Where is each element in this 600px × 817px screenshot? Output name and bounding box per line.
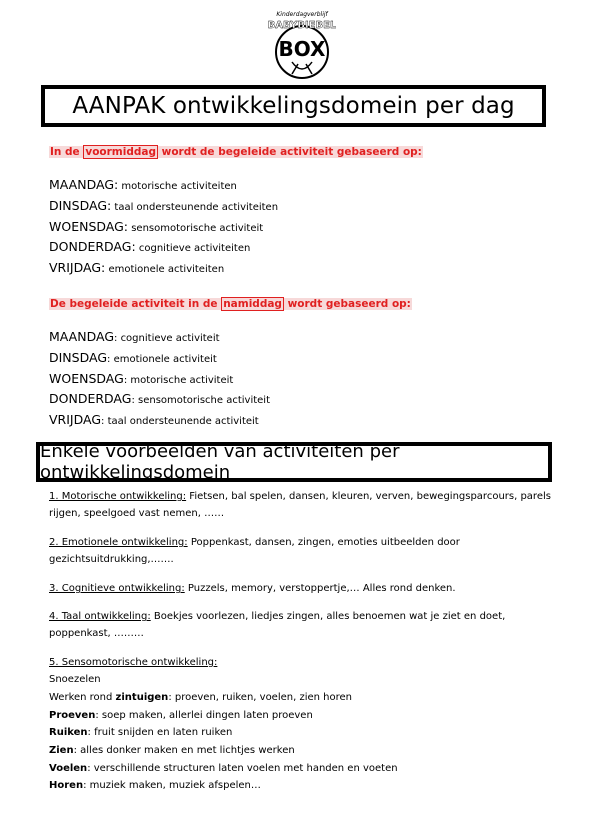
senso-label: 5. Sensomotorische ontwikkeling: xyxy=(49,657,218,668)
logo-word: BOX xyxy=(278,37,326,61)
morning-note: In de voormiddag wordt de begeleide activiteit gebaseerd op: xyxy=(50,146,422,158)
senso-item: Zien: alles donker maken en met lichtjes werken xyxy=(49,745,295,756)
afternoon-note: De begeleide activiteit in de namiddag wordt gebaseerd op: xyxy=(50,298,411,310)
page-title: AANPAK ontwikkelingsdomein per dag xyxy=(72,93,515,119)
logo-brand: BABYBIEBEL xyxy=(268,20,336,31)
morning-row: DONDERDAG: cognitieve activiteiten xyxy=(49,239,251,254)
afternoon-row: MAANDAG: cognitieve activiteit xyxy=(49,329,220,344)
logo xyxy=(268,6,336,82)
page-title-box xyxy=(41,85,546,127)
senso-snoezelen: Snoezelen xyxy=(49,674,101,685)
senso-item: Proeven: soep maken, allerlei dingen laten proeven xyxy=(49,710,313,721)
morning-row: VRIJDAG: emotionele activiteiten xyxy=(49,260,225,275)
example-item: 2. Emotionele ontwikkeling: Poppenkast, dansen, zingen, emoties uitbeelden door gezichtsuitdrukking,……. xyxy=(49,537,460,565)
section-title-box xyxy=(36,442,552,482)
section-title: Enkele voorbeelden van activiteiten per ontwikkelingsdomein xyxy=(40,441,400,483)
logo-top-text: Kinderdagverblijf xyxy=(276,11,328,18)
morning-row: DINSDAG: taal ondersteunende activiteiten xyxy=(49,198,279,213)
example-item: 3. Cognitieve ontwikkeling: Puzzels, memory, verstoppertje,… Alles rond denken. xyxy=(49,583,456,594)
afternoon-row: DINSDAG: emotionele activiteit xyxy=(49,350,217,365)
senso-item: Ruiken: fruit snijden en laten ruiken xyxy=(49,727,233,738)
example-item: 4. Taal ontwikkeling: Boekjes voorlezen, liedjes zingen, alles benoemen wat je ziet en doet, poppenkast, ……… xyxy=(49,611,506,639)
example-item: 1. Motorische ontwikkeling: Fietsen, bal spelen, dansen, kleuren, verven, bewegingsparcours, parels rijgen, speelgoed vast nemen, …… xyxy=(49,491,551,519)
morning-row: WOENSDAG: sensomotorische activiteit xyxy=(49,219,264,234)
senso-item: Voelen: verschillende structuren laten voelen met handen en voeten xyxy=(49,763,398,774)
senso-item: Horen: muziek maken, muziek afspelen… xyxy=(49,780,261,791)
afternoon-highlight: namiddag xyxy=(223,298,282,310)
afternoon-row: WOENSDAG: motorische activiteit xyxy=(49,371,234,386)
afternoon-row: VRIJDAG: taal ondersteunende activiteit xyxy=(49,412,259,427)
morning-row: MAANDAG: motorische activiteiten xyxy=(49,177,237,192)
senso-zintuigen: Werken rond zintuigen: proeven, ruiken, voelen, zien horen xyxy=(49,692,352,703)
morning-highlight: voormiddag xyxy=(85,146,156,158)
afternoon-row: DONDERDAG: sensomotorische activiteit xyxy=(49,391,270,406)
